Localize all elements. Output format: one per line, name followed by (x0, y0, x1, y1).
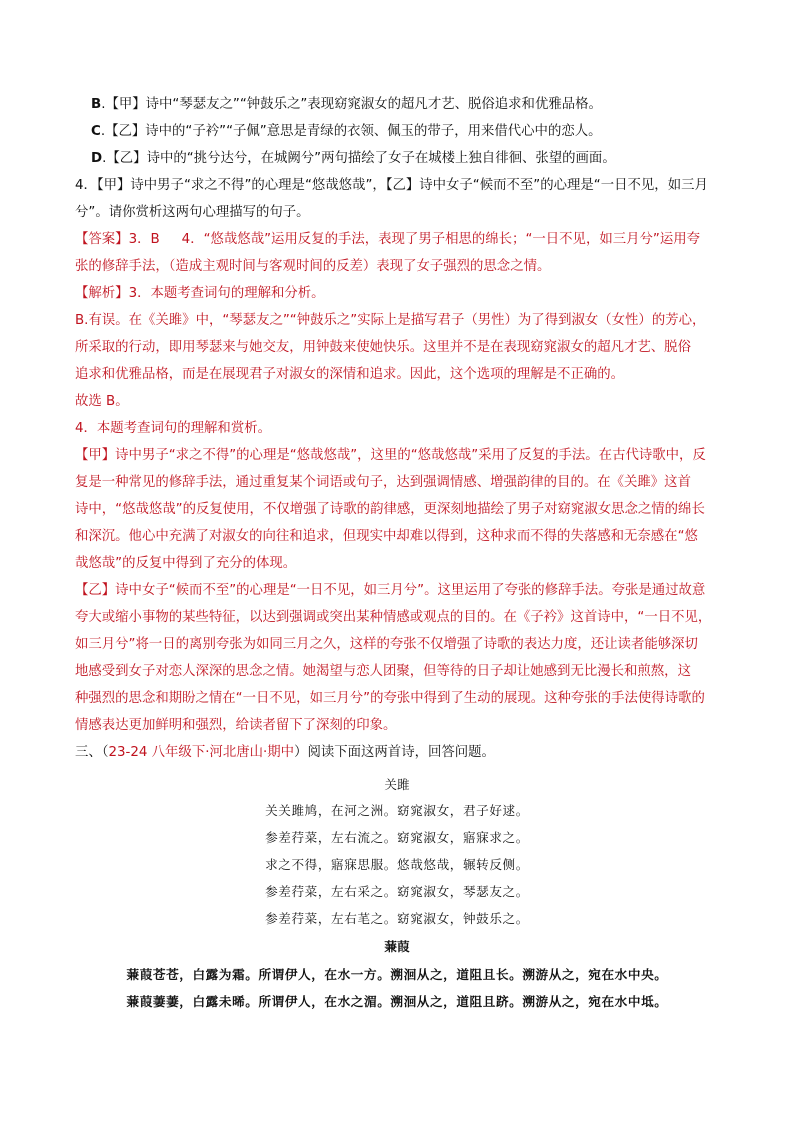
analysis-jia-line: 和深沉。他心中充满了对淑女的向往和追求，但现实中却难以得到，这种求而不得的失落感和无奈感在“悠 (75, 529, 698, 544)
option-text: 诗中的“挑兮达兮，在城阙兮”两句描绘了女子在城楼上独自徘徊、张望的画面。 (146, 151, 616, 166)
poem-1-line: 求之不得，寤寐思服。悠哉悠哉，辗转反侧。 (265, 857, 529, 872)
analysis-q4-head: 4．本题考查词句的理解和赏析。 (75, 421, 271, 436)
analysis-q3-line: B.有误。在《关雎》中，“琴瑟友之”“钟鼓乐之”实际上是描写君子（男性）为了得到淑女（女性）的芳心， (75, 313, 706, 328)
answer-4: 4．“悠哉悠哉”运用反复的手法，表现了男子相思的绵长；“一日不见，如三月兮”运用夸 (181, 232, 701, 247)
analysis-jia-line-1 (75, 446, 706, 466)
analysis-label: 【解析】 (75, 286, 129, 301)
question-4-line-2: 兮”。请你赏析这两句心理描写的句子。 (75, 205, 310, 220)
analysis-jia-tag: 【甲】 (75, 448, 116, 463)
section-3-prefix: 三、（ (75, 745, 109, 760)
poem-1-line: 参差荇菜，左右流之。窈窕淑女，寤寐求之。 (265, 830, 529, 845)
analysis-jia-text: 诗中男子“求之不得”的心理是“悠哉悠哉”，这里的“悠哉悠哉”采用了反复的手法。在古代诗歌中，反 (115, 448, 706, 463)
analysis-yi-tag: 【乙】 (75, 583, 116, 598)
answer-line-1 (75, 230, 700, 250)
analysis-q3-line: 追求和优雅品格，而是在展现君子对淑女的深情和追求。因此，这个选项的理解是不正确的。 (75, 367, 625, 382)
analysis-yi-line: 夸大或缩小事物的某些特征，以达到强调或突出某种情感或观点的目的。在《子衿》这首诗中，“一日不见， (75, 610, 712, 625)
option-d: D.【乙】诗中的“挑兮达兮，在城阙兮”两句描绘了女子在城楼上独自徘徊、张望的画面。 (91, 151, 616, 166)
poem-1-title: 关雎 (384, 777, 410, 792)
analysis-yi-line: 情感表达更加鲜明和强烈，给读者留下了深刻的印象。 (75, 718, 397, 733)
poem-1-line: 参差荇菜，左右芼之。窈窕淑女，钟鼓乐之。 (265, 911, 529, 926)
analysis-jia-line: 复是一种常见的修辞手法，通过重复某个词语或句子，达到强调情感、增强韵律的目的。在《关雎》这首 (75, 475, 691, 490)
analysis-q3-head: 3．本题考查词句的理解和分析。 (128, 286, 325, 301)
option-tag: 【乙】 (105, 124, 146, 139)
answer-3: 3．B (128, 232, 160, 247)
option-letter: C (91, 124, 101, 139)
analysis-choose: 故选 B。 (75, 394, 129, 409)
option-letter: D (91, 151, 103, 166)
option-text: 诗中的“子衿”“子佩”意思是青绿的衣领、佩玉的带子，用来借代心中的恋人。 (145, 124, 602, 139)
option-letter: B (91, 97, 102, 112)
analysis-yi-line: 如三月兮”将一日的离别夸张为如同三月之久，这样的夸张不仅增强了诗歌的表达力度，还让读者能够深切 (75, 637, 698, 652)
option-tag: 【乙】 (106, 151, 147, 166)
option-tag: 【甲】 (105, 97, 146, 112)
poem-1-line: 参差荇菜，左右采之。窈窕淑女，琴瑟友之。 (265, 884, 529, 899)
section-3-suffix: ）阅读下面这两首诗，回答问题。 (294, 745, 495, 760)
analysis-yi-line: 地感受到女子对恋人深深的思念之情。她渴望与恋人团聚，但等待的日子却让她感到无比漫长和煎熬，这 (75, 664, 691, 679)
section-3-heading (75, 743, 495, 763)
option-text: 诗中“琴瑟友之”“钟鼓乐之”表现窈窕淑女的超凡才艺、脱俗追求和优雅品格。 (145, 97, 602, 112)
analysis-jia-line: 诗中，“悠哉悠哉”的反复使用，不仅增强了诗歌的韵律感，更深刻地描绘了男子对窈窕淑女思念之情的绵长 (75, 502, 705, 517)
poem-2-line: 蒹葭萋萋，白露未晞。所谓伊人，在水之湄。溯洄从之，道阻且跻。溯游从之，宛在水中坻。 (126, 994, 668, 1009)
analysis-yi-line-1 (75, 581, 705, 601)
analysis-yi-text: 诗中女子“候而不至”的心理是“一日不见，如三月兮”。这里运用了夸张的修辞手法。夸张是通过故意 (115, 583, 706, 598)
poem-2-title: 蒹葭 (384, 939, 410, 954)
analysis-yi-line: 种强烈的思念和期盼之情在“一日不见，如三月兮”的夸张中得到了生动的展现。这种夸张的手法使得诗歌的 (75, 691, 705, 706)
answer-label: 【答案】 (75, 232, 129, 247)
analysis-jia-line: 哉悠哉”的反复中得到了充分的体现。 (75, 556, 297, 571)
poem-2-line: 蒹葭苍苍，白露为霜。所谓伊人，在水一方。溯洄从之，道阻且长。溯游从之，宛在水中央。 (126, 967, 668, 982)
section-3-source: 23-24 八年级下·河北唐山·期中 (108, 745, 295, 760)
option-c: C.【乙】诗中的“子衿”“子佩”意思是青绿的衣领、佩玉的带子，用来借代心中的恋人。 (91, 124, 602, 139)
question-4-line-1: 4．【甲】诗中男子“求之不得”的心理是“悠哉悠哉”，【乙】诗中女子“候而不至”的心理是“一日不见，如三月 (75, 178, 708, 193)
analysis-q3-line: 所采取的行动，即用琴瑟来与她交友，用钟鼓来使她快乐。这里并不是在表现窈窕淑女的超凡才艺、脱俗 (75, 340, 691, 355)
analysis-head (75, 284, 325, 304)
poem-1-line: 关关雎鸠，在河之洲。窈窕淑女，君子好逑。 (265, 803, 529, 818)
answer-line-2: 张的修辞手法，（造成主观时间与客观时间的反差）表现了女子强烈的思念之情。 (75, 259, 551, 274)
option-b: B.【甲】诗中“琴瑟友之”“钟鼓乐之”表现窈窕淑女的超凡才艺、脱俗追求和优雅品格。 (91, 97, 602, 112)
